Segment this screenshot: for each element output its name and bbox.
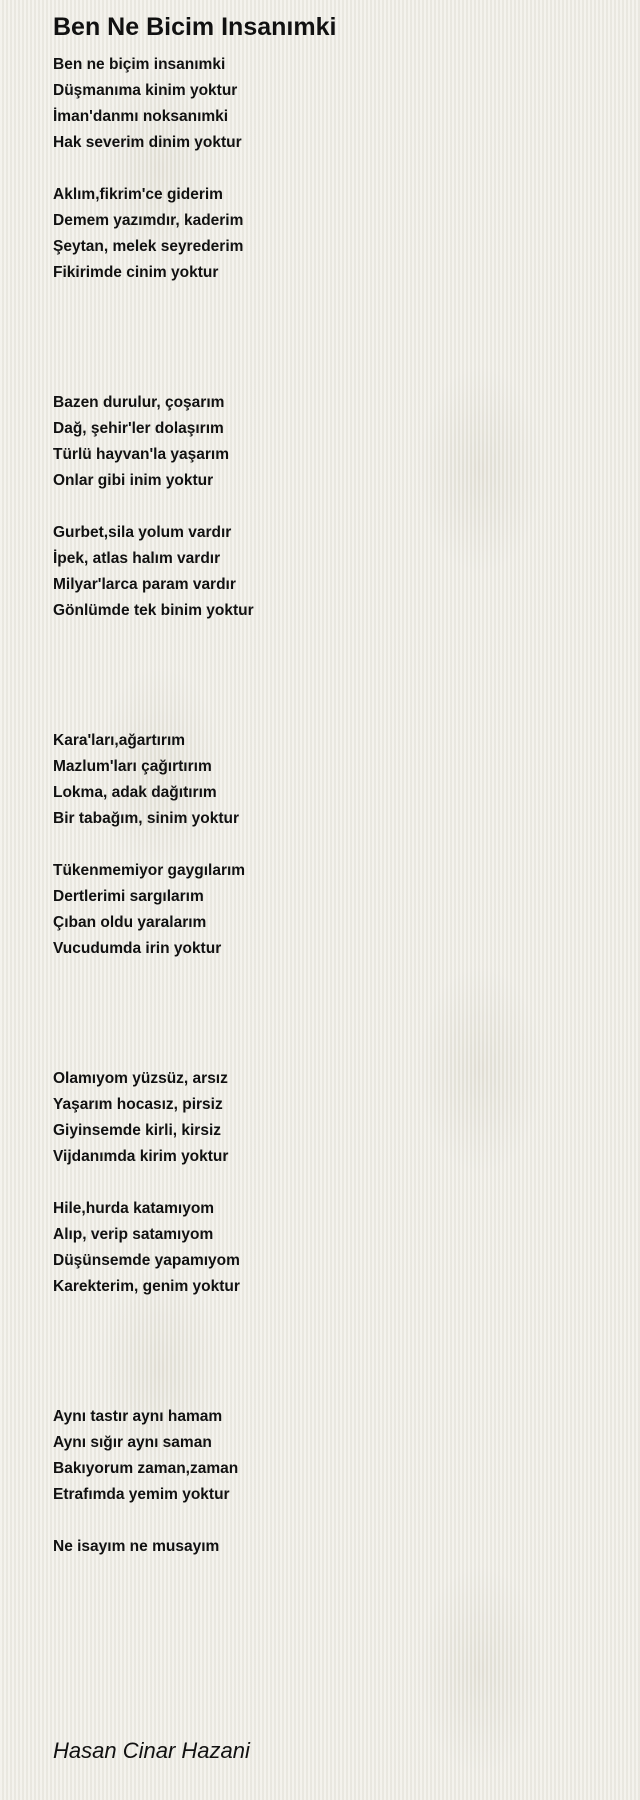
- poem-line: Ben ne biçim insanımki: [53, 56, 226, 73]
- stanza-gap: [53, 494, 613, 520]
- stanza-gap: [53, 156, 613, 182]
- poem-line: Vijdanımda kirim yoktur: [53, 1148, 229, 1165]
- poem-line: Bir tabağım, sinim yoktur: [53, 810, 240, 827]
- poem-line: Aynı sığır aynı saman: [53, 1434, 212, 1451]
- poem-line: Vucudumda irin yoktur: [53, 940, 222, 957]
- stanza: [53, 1066, 613, 1170]
- poem-line: Ne isayım ne musayım: [53, 1538, 220, 1555]
- section-gap: [53, 1300, 613, 1404]
- stanza: [53, 1196, 613, 1300]
- poem-line: Gurbet,sila yolum vardır: [53, 524, 232, 541]
- poem-line: Demem yazımdır, kaderim: [53, 212, 244, 229]
- poem-line: Olamıyom yüzsüz, arsız: [53, 1070, 228, 1087]
- stanza: [53, 1534, 613, 1560]
- poem-line: İpek, atlas halım vardır: [53, 550, 221, 567]
- stanza-gap: [53, 1170, 613, 1196]
- stanza: [53, 182, 613, 286]
- stanza: [53, 390, 613, 494]
- poem-line: Aynı tastır aynı hamam: [53, 1408, 223, 1425]
- stanza-gap: [53, 1508, 613, 1534]
- poem-line: Dağ, şehir'ler dolaşırım: [53, 420, 224, 437]
- poem-line: Alıp, verip satamıyom: [53, 1226, 214, 1243]
- stanza: [53, 728, 613, 832]
- poem-line: Çıban oldu yaralarım: [53, 914, 207, 931]
- poem-line: Onlar gibi inim yoktur: [53, 472, 214, 489]
- poem-line: Lokma, adak dağıtırım: [53, 784, 217, 801]
- poem-line: Fikirimde cinim yoktur: [53, 264, 219, 281]
- section-gap: [53, 624, 613, 728]
- stanza: [53, 858, 613, 962]
- poem-line: Düşünsemde yapamıyom: [53, 1252, 240, 1269]
- section-gap: [53, 962, 613, 1066]
- stanza: [53, 520, 613, 624]
- poem-line: Mazlum'ları çağırtırım: [53, 758, 212, 775]
- stanza: [53, 52, 613, 156]
- poem-line: Milyar'larca param vardır: [53, 576, 236, 593]
- stanza-gap: [53, 832, 613, 858]
- poem-line: Hak severim dinim yoktur: [53, 134, 242, 151]
- poem-line: Hile,hurda katamıyom: [53, 1200, 215, 1217]
- poem-line: Yaşarım hocasız, pirsiz: [53, 1096, 223, 1113]
- poem-line: Şeytan, melek seyrederim: [53, 238, 244, 255]
- poem-line: Kara'ları,ağartırım: [53, 732, 186, 749]
- poem-line: Tükenmemiyor gaygılarım: [53, 862, 246, 879]
- poem-author: Hasan Cinar Hazani: [53, 1738, 250, 1763]
- poem-line: Karekterim, genim yoktur: [53, 1278, 240, 1295]
- poem-line: Aklım,fikrim'ce giderim: [53, 186, 223, 203]
- stanza: [53, 1404, 613, 1508]
- poem-line: Dertlerimi sargılarım: [53, 888, 204, 905]
- poem-line: Bakıyorum zaman,zaman: [53, 1460, 239, 1477]
- poem-title: Ben Ne Bicim Insanımki: [53, 13, 337, 41]
- poem-line: Giyinsemde kirli, kirsiz: [53, 1122, 221, 1139]
- poem-line: İman'danmı noksanımki: [53, 108, 229, 125]
- section-gap: [53, 286, 613, 390]
- poem-line: Etrafımda yemim yoktur: [53, 1486, 230, 1503]
- poem-body: [53, 52, 613, 1560]
- poem-line: Düşmanıma kinim yoktur: [53, 82, 238, 99]
- poem-line: Türlü hayvan'la yaşarım: [53, 446, 229, 463]
- poem-line: Gönlümde tek binim yoktur: [53, 602, 254, 619]
- poem-line: Bazen durulur, çoşarım: [53, 394, 225, 411]
